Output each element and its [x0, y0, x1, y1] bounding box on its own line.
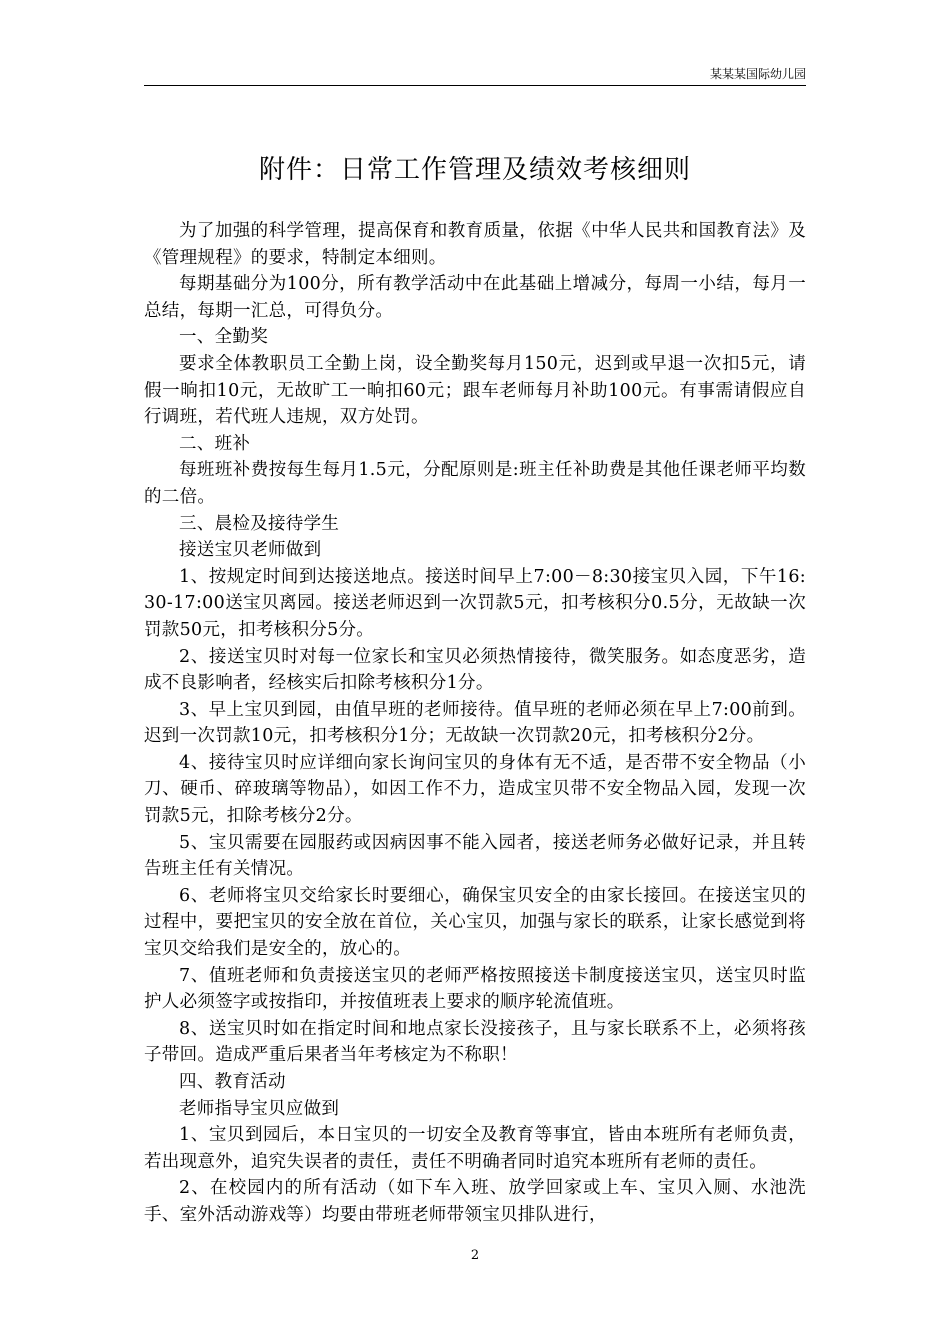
list-item: 2、接送宝贝时对每一位家长和宝贝必须热情接待，微笑服务。如态度恶劣，造成不良影响者，经核实后扣除考核积分1分。 — [144, 646, 806, 694]
list-item: 8、送宝贝时如在指定时间和地点家长没接孩子，且与家长联系不上，必须将孩子带回。造成严重后果者当年考核定为不称职！ — [144, 1018, 806, 1066]
list-item: 3、早上宝贝到园，由值早班的老师接待。值早班的老师必须在早上7:00前到。迟到一次罚款10元，扣考核积分1分；无故缺一次罚款20元，扣考核积分2分。 — [144, 699, 806, 747]
section-heading: 三、晨检及接待学生 — [179, 513, 340, 534]
list-item: 1、宝贝到园后，本日宝贝的一切安全及教育等事宜，皆由本班所有老师负责，若出现意外，追究失误者的责任，责任不明确者同时追究本班所有老师的责任。 — [144, 1125, 806, 1172]
paragraph: 每期基础分为100分，所有教学活动中在此基础上增减分，每周一小结，每月一总结，每期一汇总，可得负分。 — [144, 274, 806, 321]
paragraph: 要求全体教职员工全勤上岗，设全勤奖每月150元，迟到或早退一次扣5元，请假一晌扣10元，无故旷工一晌扣60元；跟车老师每月补助100元。有事需请假应自行调班，若代班人违规，双方处罚。 — [144, 353, 806, 428]
paragraph: 每班班补费按每生每月1.5元，分配原则是:班主任补助费是其他任课老师平均数的二倍。 — [144, 460, 806, 507]
header-org-name: 某某某国际幼儿园 — [709, 67, 806, 81]
section-heading: 二、班补 — [179, 433, 251, 454]
subsection-heading: 老师指导宝贝应做到 — [179, 1098, 340, 1119]
page-number: 2 — [470, 1248, 480, 1263]
list-item: 6、老师将宝贝交给家长时要细心，确保宝贝安全的由家长接回。在接送宝贝的过程中，要把宝贝的安全放在首位，关心宝贝，加强与家长的联系，让家长感觉到将宝贝交给我们是安全的，放心的。 — [144, 885, 806, 960]
section-heading: 四、教育活动 — [179, 1072, 286, 1092]
list-item: 2、在校园内的所有活动（如下车入班、放学回家或上车、宝贝入厕、水池洗手、室外活动游戏等）均要由带班老师带领宝贝排队进行， — [144, 1178, 806, 1225]
subsection-heading: 接送宝贝老师做到 — [179, 540, 322, 561]
list-item: 5、宝贝需要在园服药或因病因事不能入园者，接送老师务必做好记录，并且转告班主任有关情况。 — [144, 832, 806, 880]
document-body — [144, 218, 806, 1229]
document-title: 附件：日常工作管理及绩效考核细则 — [258, 155, 691, 185]
list-item: 7、值班老师和负责接送宝贝的老师严格按照接送卡制度接送宝贝，送宝贝时监护人必须签字或按指印，并按值班表上要求的顺序轮流值班。 — [144, 965, 806, 1013]
list-item: 1、按规定时间到达接送地点。接送时间早上7:00－8:30接宝贝入园，下午16:30-17:00送宝贝离园。接送老师迟到一次罚款5元，扣考核积分0.5分，无故缺一次罚款50元，扣考核积分5分。 — [144, 566, 806, 640]
page-header — [144, 64, 806, 86]
section-heading: 一、全勤奖 — [179, 327, 268, 348]
list-item: 4、接待宝贝时应详细向家长询问宝贝的身体有无不适，是否带不安全物品（小刀、硬币、碎玻璃等物品），如因工作不力，造成宝贝带不安全物品入园，发现一次罚款5元，扣除考核分2分。 — [144, 752, 806, 827]
paragraph: 为了加强的科学管理，提高保育和教育质量，依据《中华人民共和国教育法》及《管理规程》的要求，特制定本细则。 — [144, 221, 806, 268]
